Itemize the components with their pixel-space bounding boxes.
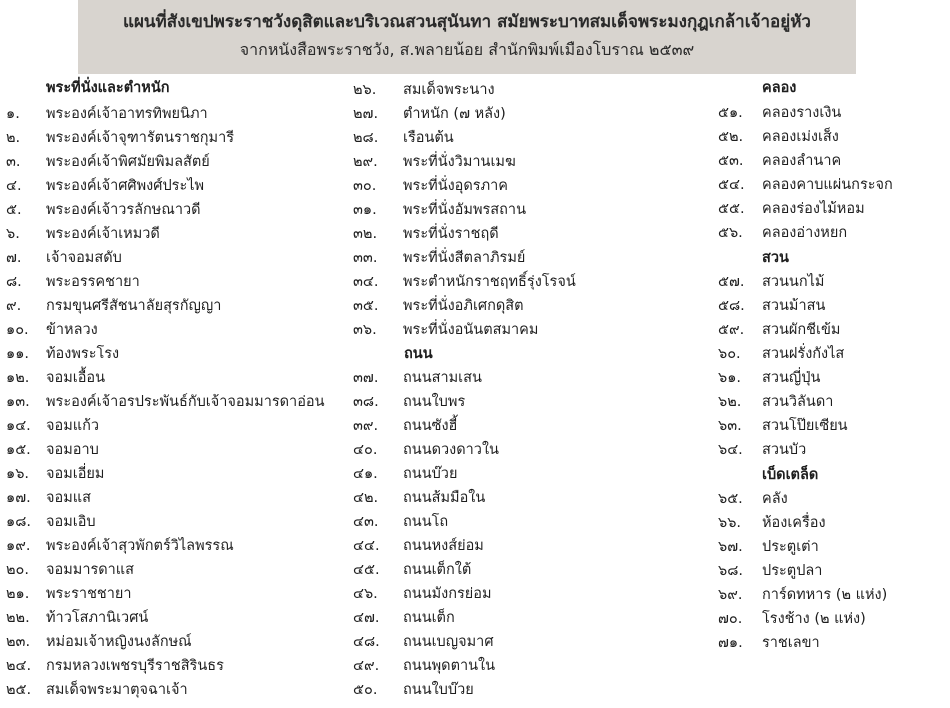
item-name: ถนนเต็กใต้ bbox=[403, 562, 472, 578]
item-number: ๓. bbox=[6, 154, 21, 170]
item-name: คลองร่องไม้หอม bbox=[762, 201, 865, 217]
item-number: ๖๒. bbox=[718, 394, 742, 410]
item-number: ๒๗. bbox=[353, 106, 379, 122]
item-name: จอมเอื้อน bbox=[46, 370, 106, 386]
item-number: ๔๙. bbox=[353, 658, 380, 674]
heading-misc: เบ็ดเตล็ด bbox=[762, 467, 819, 483]
item-number: ๖๓. bbox=[718, 418, 742, 434]
item-name: คลองเม่งเส็ง bbox=[762, 129, 839, 145]
heading-gardens: สวน bbox=[762, 250, 789, 266]
item-number: ๔๑. bbox=[353, 466, 378, 482]
item-name: สวนญี่ปุ่น bbox=[762, 370, 821, 386]
item-number: ๒๙. bbox=[353, 154, 378, 170]
item-number: ๓๕. bbox=[353, 298, 379, 314]
item-name: สวนฝรั่งกังไส bbox=[762, 346, 845, 362]
item-number: ๑๑. bbox=[6, 346, 30, 362]
item-number: ๖๑. bbox=[718, 370, 742, 386]
item-number: ๒๔. bbox=[6, 658, 32, 674]
item-number: ๒๑. bbox=[6, 586, 30, 602]
item-number: ๖๖. bbox=[718, 515, 742, 531]
item-name: พระที่นั่งอัมพรสถาน bbox=[403, 202, 526, 218]
item-name: จอมแส bbox=[46, 490, 91, 506]
item-name: จอมอาบ bbox=[46, 442, 99, 458]
item-number: ๖. bbox=[6, 226, 20, 242]
item-name: พระที่นั่งอนันตสมาคม bbox=[403, 322, 539, 338]
item-name: ข้าหลวง bbox=[46, 322, 98, 338]
item-number: ๗๑. bbox=[718, 635, 743, 651]
item-number: ๒๐. bbox=[6, 562, 30, 578]
item-name: ถนนบ๊วย bbox=[403, 466, 458, 482]
item-number: ๔๖. bbox=[353, 586, 378, 602]
item-name: สมเด็จพระมาตุจฉาเจ้า bbox=[46, 682, 188, 698]
item-name: ถนนเบญจมาศ bbox=[403, 634, 494, 650]
item-number: ๔๕. bbox=[353, 562, 380, 578]
item-name: สวนโป๊ยเซียน bbox=[762, 418, 848, 434]
item-number: ๔๒. bbox=[353, 490, 379, 506]
item-number: ๓๐. bbox=[353, 178, 377, 194]
item-name: จอมเอิบ bbox=[46, 514, 96, 530]
item-name: พระองค์เจ้าพิศมัยพิมลสัตย์ bbox=[46, 154, 210, 170]
item-number: ๕๒. bbox=[718, 129, 744, 145]
item-number: ๓๖. bbox=[353, 322, 377, 338]
item-number: ๓๒. bbox=[353, 226, 378, 242]
page-title: แผนที่สังเขปพระราชวังดุสิตและบริเวณสวนสุนันทา สมัยพระบาทสมเด็จพระมงกุฎเกล้าเจ้าอยู่หัว bbox=[123, 12, 811, 32]
item-number: ๔๐. bbox=[353, 442, 378, 458]
item-number: ๑๓. bbox=[6, 394, 30, 410]
item-number: ๑๐. bbox=[6, 322, 29, 338]
item-number: ๑๗. bbox=[6, 490, 31, 506]
item-name: พระองค์เจ้าอรประพันธ์กับเจ้าจอมมารดาอ่อน bbox=[46, 394, 325, 410]
item-name: ถนนซังฮี้ bbox=[403, 418, 458, 434]
item-number: ๖๘. bbox=[718, 563, 743, 579]
item-name: พระองค์เจ้าจุฑารัตนราชกุมารี bbox=[46, 130, 235, 146]
item-number: ๖๔. bbox=[718, 442, 743, 458]
heading-palaces: พระที่นั่งและตำหนัก bbox=[46, 80, 170, 96]
item-name: ราชเลขา bbox=[762, 635, 820, 651]
item-number: ๕๙. bbox=[718, 322, 745, 338]
item-name: จอมมารดาแส bbox=[46, 562, 135, 578]
item-number: ๒๕. bbox=[6, 682, 32, 698]
item-number: ๕๖. bbox=[718, 225, 743, 241]
item-name: จอมเอี่ยม bbox=[46, 466, 105, 482]
item-name: กรมหลวงเพชรบุรีราชสิรินธร bbox=[46, 658, 224, 674]
item-number: ๗. bbox=[6, 250, 22, 266]
item-number: ๑๒. bbox=[6, 370, 30, 386]
item-number: ๕๔. bbox=[718, 177, 745, 193]
item-number: ๑๕. bbox=[6, 442, 31, 458]
item-number: ๔๘. bbox=[353, 634, 380, 650]
item-name: คลองลำนาค bbox=[762, 153, 842, 169]
item-name: สวนวิลันดา bbox=[762, 394, 834, 410]
item-number: ๔๓. bbox=[353, 514, 379, 530]
item-name: พระองค์เจ้าศศิพงศ์ประไพ bbox=[46, 178, 205, 194]
item-name: ถนนโถ bbox=[403, 514, 449, 530]
item-name: พระที่นั่งสีตลาภิรมย์ bbox=[403, 250, 526, 266]
item-name: ถนนมังกรย่อม bbox=[403, 586, 492, 602]
item-number: ๑. bbox=[6, 106, 20, 122]
item-number: ๕๓. bbox=[718, 153, 744, 169]
item-name: ท้าวโสภานิเวศน์ bbox=[46, 610, 149, 626]
item-number: ๕๗. bbox=[718, 274, 745, 290]
item-name: พระราชชายา bbox=[46, 586, 132, 602]
item-number: ๔๔. bbox=[353, 538, 380, 554]
heading-roads: ถนน bbox=[404, 346, 433, 362]
item-name: คลองรางเงิน bbox=[762, 105, 842, 121]
item-number: ๒๓. bbox=[6, 634, 31, 650]
item-number: ๓๙. bbox=[353, 418, 379, 434]
page-subtitle: จากหนังสือพระราชวัง, ส.พลายน้อย สำนักพิมพ์เมืองโบราณ ๒๕๓๙ bbox=[239, 40, 695, 59]
item-name: คลัง bbox=[762, 491, 788, 507]
item-name: ถนนใบบ๊วย bbox=[403, 682, 474, 698]
item-number: ๕๐. bbox=[353, 682, 378, 698]
item-number: ๒๘. bbox=[353, 130, 379, 146]
item-number: ๑๘. bbox=[6, 514, 31, 530]
item-name: คลองคาบแผ่นกระจก bbox=[762, 177, 893, 193]
item-name: ท้องพระโรง bbox=[46, 346, 120, 362]
item-name: ถนนใบพร bbox=[403, 394, 466, 410]
item-name: ถนนดวงดาวใน bbox=[403, 442, 499, 458]
header-banner bbox=[78, 0, 856, 74]
item-number: ๖๐. bbox=[718, 346, 741, 362]
item-number: ๕๘. bbox=[718, 298, 745, 314]
item-name: ถนนสามเสน bbox=[403, 370, 482, 386]
item-name: ตำหนัก (๗ หลัง) bbox=[403, 106, 506, 122]
item-name: กรมขุนศรีสัชนาลัยสุรกัญญา bbox=[46, 298, 222, 314]
item-number: ๔๗. bbox=[353, 610, 380, 626]
item-number: ๓๔. bbox=[353, 274, 379, 290]
item-number: ๗๐. bbox=[718, 611, 743, 627]
item-name: สมเด็จพระนาง bbox=[403, 82, 495, 98]
item-name: เรือนต้น bbox=[403, 130, 454, 146]
item-name: สวนม้าสน bbox=[762, 298, 826, 314]
item-name: พระองค์เจ้าวรลักษณาวดี bbox=[46, 202, 201, 218]
item-name: พระองค์เจ้าเหมวดี bbox=[46, 226, 160, 242]
item-name: พระองค์เจ้าอาทรทิพยนิภา bbox=[46, 106, 208, 122]
item-name: ประตูเต่า bbox=[762, 539, 819, 555]
item-number: ๔. bbox=[6, 178, 22, 194]
item-number: ๒๒. bbox=[6, 610, 30, 626]
item-number: ๖๗. bbox=[718, 539, 743, 555]
item-name: คลองอ่างหยก bbox=[762, 225, 848, 241]
item-name: ถนนหงส์ย่อม bbox=[403, 538, 484, 554]
item-name: เจ้าจอมสดับ bbox=[46, 250, 122, 266]
item-number: ๓๘. bbox=[353, 394, 379, 410]
item-name: พระอรรคชายา bbox=[46, 274, 140, 290]
item-name: พระตำหนักราชฤทธิ์รุ่งโรจน์ bbox=[403, 274, 576, 290]
item-name: สวนผักชีเข้ม bbox=[762, 322, 841, 338]
item-name: ประตูปลา bbox=[762, 563, 823, 579]
item-number: ๑๖. bbox=[6, 466, 30, 482]
item-name: ถนนเต็ก bbox=[403, 610, 455, 626]
item-number: ๕๕. bbox=[718, 201, 745, 217]
item-name: สวนนกไม้ bbox=[762, 274, 825, 290]
item-name: ห้องเครื่อง bbox=[762, 515, 826, 531]
item-name: การ์ดทหาร (๒ แห่ง) bbox=[762, 587, 888, 603]
item-number: ๑๔. bbox=[6, 418, 31, 434]
item-name: ถนนส้มมือใน bbox=[403, 490, 486, 506]
item-number: ๓๑. bbox=[353, 202, 377, 218]
item-name: พระที่นั่งอภิเศกดุสิต bbox=[403, 298, 524, 314]
item-number: ๒๖. bbox=[353, 82, 377, 98]
item-number: ๖๙. bbox=[718, 587, 743, 603]
item-number: ๑๙. bbox=[6, 538, 31, 554]
item-number: ๓๗. bbox=[353, 370, 379, 386]
heading-canals: คลอง bbox=[762, 80, 797, 96]
item-number: ๕๑. bbox=[718, 105, 743, 121]
item-name: หม่อมเจ้าหญิงนงลักษณ์ bbox=[46, 634, 192, 650]
item-number: ๘. bbox=[6, 274, 22, 290]
item-name: สวนบัว bbox=[762, 442, 807, 458]
item-name: ถนนพุดตานใน bbox=[403, 658, 496, 674]
item-name: พระองค์เจ้าสุวพักตร์วิไลพรรณ bbox=[46, 538, 234, 554]
item-name: พระที่นั่งอุดรภาค bbox=[403, 178, 508, 194]
item-name: พระที่นั่งราชฤดี bbox=[403, 226, 499, 242]
item-name: จอมแก้ว bbox=[46, 418, 100, 434]
item-number: ๓๓. bbox=[353, 250, 378, 266]
item-name: พระที่นั่งวิมานเมฆ bbox=[403, 154, 516, 170]
item-number: ๙. bbox=[6, 298, 22, 314]
item-number: ๒. bbox=[6, 130, 21, 146]
item-name: โรงช้าง (๒ แห่ง) bbox=[762, 611, 866, 627]
item-number: ๖๕. bbox=[718, 491, 743, 507]
item-number: ๕. bbox=[6, 202, 22, 218]
